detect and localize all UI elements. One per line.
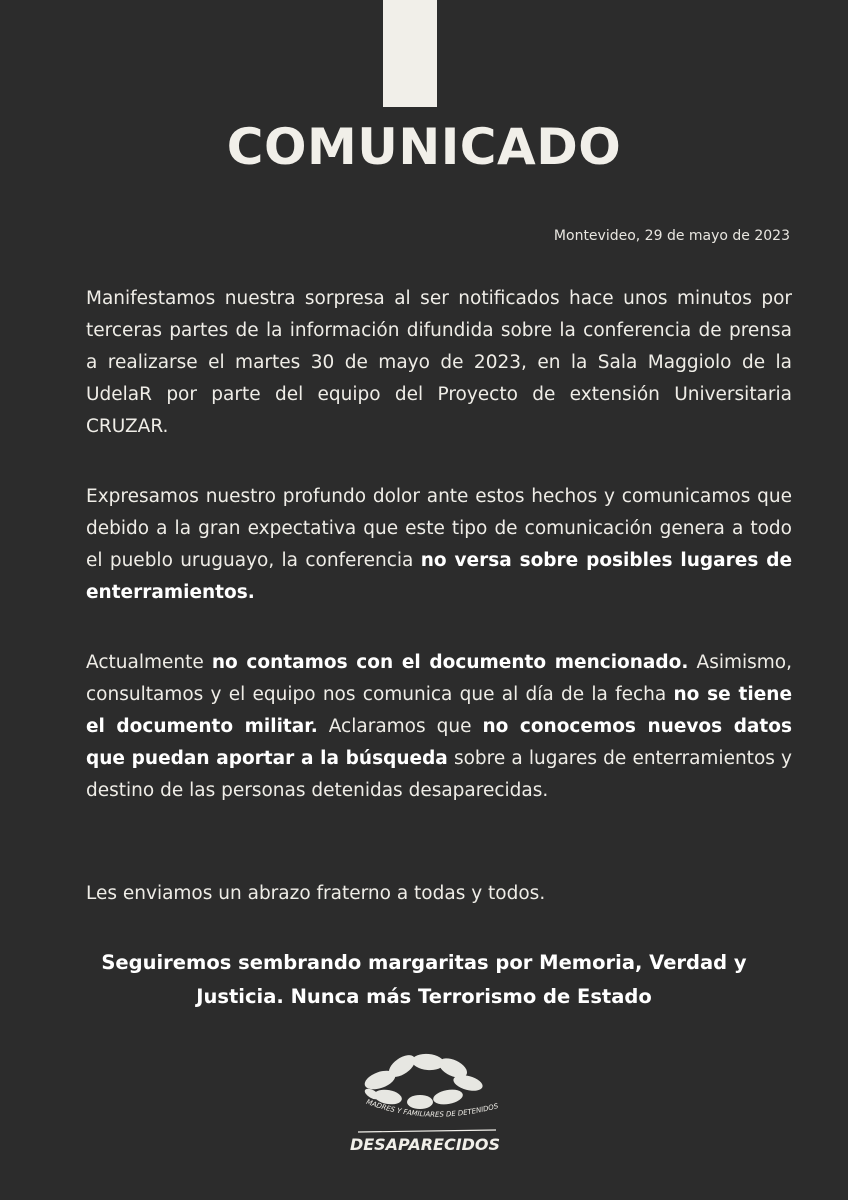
closing-slogan [60, 946, 788, 1014]
flower-center [409, 1074, 435, 1092]
paragraph-1-text: Manifestamos nuestra sorpresa al ser notificados hace unos minutos por terceras partes de la información difundida sobre la conferencia de prensa a realizarse el martes 30 de mayo de 2023, en la Sala Maggiolo de la UdelaR por parte del equipo del Proyecto de extensión Universitaria CRUZAR. [86, 288, 792, 437]
paragraph-3-text-a: Actualmente [86, 652, 212, 673]
paragraph-4-text: Les enviamos un abrazo fraterno a todas y todos. [86, 883, 546, 904]
paragraph-3-emphasis-c: no conocemos nuevos datos que puedan aportar a la búsqueda [86, 716, 792, 769]
paragraph-2-text: Expresamos nuestro profundo dolor ante estos hechos y comunicamos que debido a la gran expectativa que este tipo de comunicación genera a todo el pueblo uruguayo, la conferencia [86, 486, 792, 571]
paragraph-3-emphasis-a: no contamos con el documento mencionado. [211, 652, 689, 673]
paragraph-4 [86, 878, 792, 910]
document-date: Montevideo, 29 de mayo de 2023 [553, 228, 790, 244]
paragraph-2-emphasis: no versa sobre posibles lugares de enterramientos. [86, 550, 792, 603]
daisy-flower-icon [340, 1050, 510, 1160]
closing-line-1: Seguiremos sembrando margaritas por Memoria, Verdad y [101, 951, 747, 974]
logo-name: DESAPARECIDOS [349, 1135, 501, 1154]
paragraph-3-text-d: sobre a lugares de enterramientos y destino de las personas detenidas desaparecidas. [86, 748, 792, 801]
paragraph-3-emphasis-b: no se tiene el documento militar. [86, 684, 792, 737]
logo-arc-text: MADRES Y FAMILIARES DE DETENIDOS [365, 1097, 500, 1119]
organization-logo [340, 1050, 510, 1160]
paragraph-2 [86, 481, 792, 609]
decorative-top-bar [383, 0, 437, 107]
paragraph-3-text-b: Asimismo, consultamos y el equipo nos comunica que al día de la fecha [86, 652, 792, 705]
paragraph-3 [86, 647, 792, 807]
paragraph-1 [86, 283, 792, 443]
page-title: COMUNICADO [226, 118, 622, 176]
closing-line-2: Justicia. Nunca más Terrorismo de Estado [196, 985, 652, 1008]
paragraph-3-text-c: Aclaramos que [317, 716, 483, 737]
